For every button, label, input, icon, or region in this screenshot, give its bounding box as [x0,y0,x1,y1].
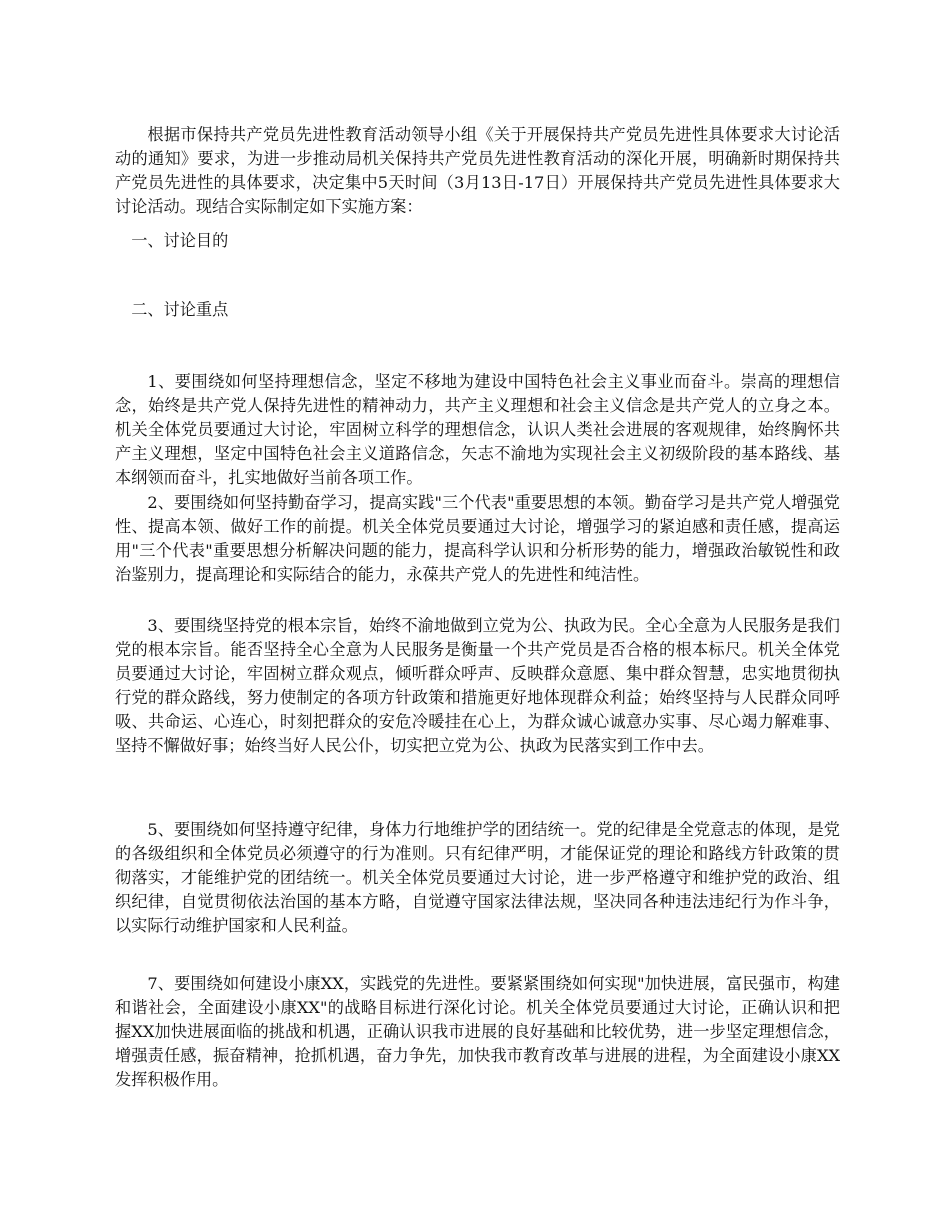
section-heading-purpose: 一、讨论目的 [131,231,229,250]
discussion-item-3: 3、要围绕坚持党的根本宗旨，始终不渝地做到立党为公、执政为民。全心全意为人民服务是我们党的根本宗旨。能否坚持全心全意为人民服务是衡量一个共产党员是否合格的根本标尺。机关全体党员要通过大讨论，牢固树立群众观点，倾听群众呼声、反映群众意愿、集中群众智慧，忠实地贯彻执行党的群众路线，努力使制定的各项方针政策和措施更好地体现群众利益；始终坚持与人民群众同呼吸、共命运、心连心，时刻把群众的安危冷暖挂在心上，为群众诚心诚意办实事、尽心竭力解难事、坚持不懈做好事；始终当好人民公仆，切实把立党为公、执政为民落实到工作中去。 [115,616,840,755]
discussion-item-2: 2、要围绕如何坚持勤奋学习，提高实践"三个代表"重要思想的本领。勤奋学习是共产党人增强党性、提高本领、做好工作的前提。机关全体党员要通过大讨论，增强学习的紧迫感和责任感，提高运用"三个代表"重要思想分析解决问题的能力，提高科学认识和分析形势的能力，增强政治敏锐性和政治鉴别力，提高理论和实际结合的能力，永葆共产党人的先进性和纯洁性。 [115,493,840,584]
intro-paragraph: 根据市保持共产党员先进性教育活动领导小组《关于开展保持共产党员先进性具体要求大讨论活动的通知》要求，为进一步推动局机关保持共产党员先进性教育活动的深化开展，明确新时期保持共产党员先进性的具体要求，决定集中5天时间（3月13日-17日）开展保持共产党员先进性具体要求大讨论活动。现结合实际制定如下实施方案： [115,125,840,216]
discussion-item-1: 1、要围绕如何坚持理想信念，坚定不移地为建设中国特色社会主义事业而奋斗。崇高的理想信念，始终是共产党人保持先进性的精神动力，共产主义理想和社会主义信念是共产党人的立身之本。机关全体党员要通过大讨论，牢固树立科学的理想信念，认识人类社会进展的客观规律，始终胸怀共产主义理想，坚定中国特色社会主义道路信念，矢志不渝地为实现社会主义初级阶段的基本路线、基本纲领而奋斗，扎实地做好当前各项工作。 [115,372,840,487]
discussion-item-5: 5、要围绕如何坚持遵守纪律，身体力行地维护学的团结统一。党的纪律是全党意志的体现，是党的各级组织和全体党员必须遵守的行为准则。只有纪律严明，才能保证党的理论和路线方针政策的贯彻落实，才能维护党的团结统一。机关全体党员要通过大讨论，进一步严格遵守和维护党的政治、组织纪律，自觉贯彻依法治国的基本方略，自觉遵守国家法律法规，坚决同各种违法违纪行为作斗争，以实际行动维护国家和人民利益。 [115,820,840,935]
discussion-item-7: 7、要围绕如何建设小康XX，实践党的先进性。要紧紧围绕如何实现"加快进展，富民强市，构建和谐社会，全面建设小康XX"的战略目标进行深化讨论。机关全体党员要通过大讨论，正确认识和把握XX加快进展面临的挑战和机遇，正确认识我市进展的良好基础和比较优势，进一步坚定理想信念，增强责任感，振奋精神，抢抓机遇，奋力争先，加快我市教育改革与进展的进程，为全面建设小康XX发挥积极作用。 [115,974,840,1089]
section-heading-focus: 二、讨论重点 [131,300,229,319]
